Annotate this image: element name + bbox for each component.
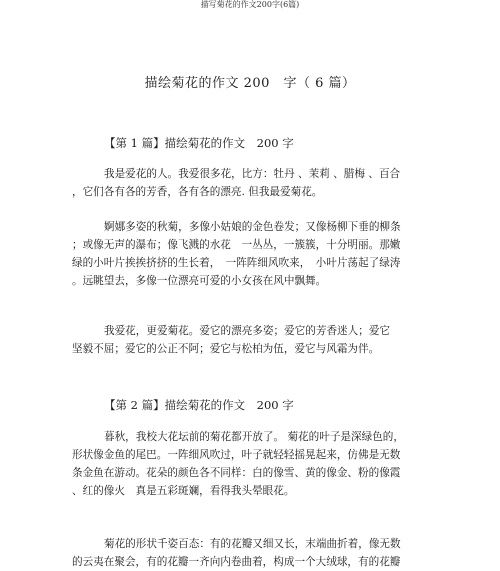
section-1-paragraph-3 <box>72 322 432 358</box>
paragraph-line: ，它们各有各的芳香，各有各的漂亮. 但我最爱菊花。 <box>72 186 323 198</box>
paragraph-line: 暮秋，我校大花坛前的菊花都开放了。 菊花的叶子是深绿色的， <box>104 431 404 443</box>
paragraph-line: 。远眺望去，多像一位漂亮可爱的小女孩在风中飘舞。 <box>72 275 327 287</box>
paragraph-line: 菊花的形状千姿百态：有的花瓣又细又长，末端曲折着，像无数 <box>104 538 401 550</box>
running-header: 描写菊花的作文200字(6篇) <box>200 0 300 9</box>
paragraph-line: 坚毅不屈；爱它的公正不阿；爱它与松柏为伍，爱它与风霜为伴。 <box>72 343 380 355</box>
section-2-heading: 【第 2 篇】描绘菊花的作文 200 字 <box>104 398 294 412</box>
section-2-paragraph-1 <box>72 428 432 500</box>
paragraph-line: 婀娜多姿的秋菊，多像小姑娘的金色卷发；又像杨柳下垂的柳条 <box>104 221 401 233</box>
paragraph-line: 形状像金鱼的尾巴。一阵细风吹过，叶子就轻轻摇晃起来，仿佛是无数 <box>72 449 401 461</box>
section-1-heading: 【第 1 篇】描绘菊花的作文 200 字 <box>104 136 294 150</box>
paragraph-line: ；或像无声的瀑布；像飞溅的水花 一丛丛，一簇簇，十分明丽。那嫩 <box>72 239 401 251</box>
section-1-paragraph-2 <box>72 218 432 290</box>
paragraph-line: 条金鱼在游动。花朵的颜色各不同样：白的像雪、黄的像金、粉的像霞 <box>72 467 401 479</box>
paragraph-line: 我爱花，更爱菊花。爱它的漂亮多姿；爱它的芳香迷人；爱它 <box>104 325 391 337</box>
paragraph-line: 、红的像火 真是五彩斑斓，看得我头晕眼花。 <box>72 485 295 497</box>
section-1-paragraph-1 <box>72 165 432 201</box>
paragraph-line: 的云夷在聚会，有的花瓣一齐向内卷曲着，构成一个大绒球，有的花瓣 <box>72 556 401 568</box>
document-title: 描绘菊花的作文 200 字（ 6 篇） <box>144 76 356 91</box>
paragraph-line: 我是爱花的人。我爱很多花，比方：牡丹 、茉莉 、腊梅 、百合 <box>104 168 401 180</box>
paragraph-line: 绿的小叶片挨挨挤挤的生长着， 一阵阵细风吹来， 小叶片荡起了绿涛 <box>72 257 401 269</box>
